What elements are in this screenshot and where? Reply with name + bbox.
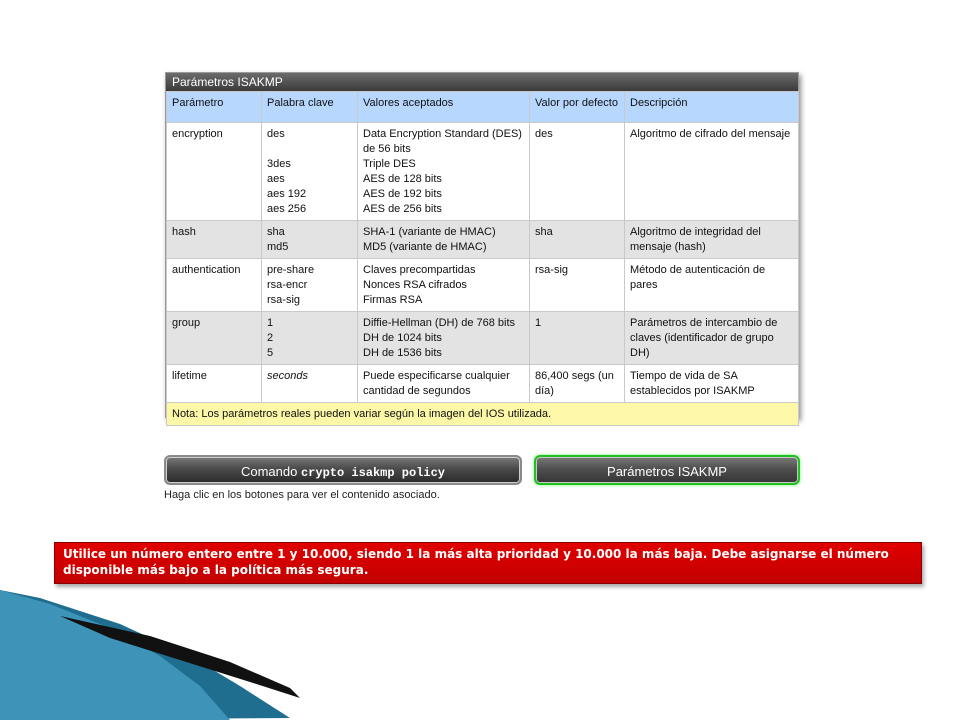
- cell-parameter: encryption: [167, 123, 262, 221]
- keyword: sha: [267, 226, 285, 238]
- keyword: 5: [267, 347, 274, 359]
- cell-parameter: group: [167, 312, 262, 365]
- column-header-parameter: Parámetro: [167, 92, 262, 123]
- table-note-row: [167, 403, 799, 426]
- keyword: [267, 142, 352, 157]
- cell-default-value: des: [530, 123, 625, 221]
- column-header-default-value: Valor por defecto: [530, 92, 625, 123]
- column-header-keyword: Palabra clave: [262, 92, 358, 123]
- cell-accepted-values: [358, 123, 530, 221]
- cell-default-value: 86,400 segs (un día): [530, 365, 625, 403]
- keyword: aes 256: [267, 203, 307, 215]
- keyword: 2: [267, 332, 274, 344]
- crypto-isakmp-policy-command-button[interactable]: [164, 455, 522, 485]
- accepted-value: Nonces RSA cifrados: [363, 279, 467, 291]
- cell-accepted-values: Puede especificarse cualquier cantidad de segundos: [358, 365, 530, 403]
- table-row-lifetime: [167, 365, 799, 403]
- keyword: md5: [267, 241, 289, 253]
- keyword: des: [267, 128, 285, 140]
- keyword: 3des: [267, 158, 291, 170]
- table-row-authentication: [167, 259, 799, 312]
- column-header-description: Descripción: [625, 92, 799, 123]
- cell-default-value: rsa-sig: [530, 259, 625, 312]
- table-row-hash: [167, 221, 799, 259]
- cell-keywords: [262, 221, 358, 259]
- accepted-value: AES de 256 bits: [363, 203, 442, 215]
- cell-description: Parámetros de intercambio de claves (identificador de grupo DH): [625, 312, 799, 365]
- cell-parameter: authentication: [167, 259, 262, 312]
- isakmp-parameters-panel: [165, 72, 799, 418]
- command-button-code: crypto isakmp policy: [300, 466, 445, 480]
- accepted-value: Data Encryption Standard (DES) de 56 bits: [363, 128, 522, 155]
- accepted-value: Claves precompartidas: [363, 264, 476, 276]
- cell-accepted-values: [358, 259, 530, 312]
- cell-default-value: sha: [530, 221, 625, 259]
- accepted-value: Triple DES: [363, 158, 416, 170]
- isakmp-parameters-button[interactable]: [534, 455, 800, 485]
- cell-keywords: [262, 123, 358, 221]
- cell-keywords: seconds: [262, 365, 358, 403]
- accepted-value: DH de 1536 bits: [363, 347, 442, 359]
- table-header-row: [167, 92, 799, 123]
- keyword: aes 192: [267, 188, 307, 200]
- accepted-value: AES de 128 bits: [363, 173, 442, 185]
- keyword: pre-share: [267, 264, 315, 276]
- command-button-label: Comando: [240, 464, 301, 479]
- table-row-encryption: [167, 123, 799, 221]
- cell-default-value: 1: [530, 312, 625, 365]
- accepted-value: DH de 1024 bits: [363, 332, 442, 344]
- accepted-value: AES de 192 bits: [363, 188, 442, 200]
- isakmp-parameters-table: [166, 91, 799, 426]
- cell-parameter: hash: [167, 221, 262, 259]
- cell-description: Algoritmo de integridad del mensaje (hash): [625, 221, 799, 259]
- table-note: Nota: Los parámetros reales pueden variar según la imagen del IOS utilizada.: [167, 403, 799, 426]
- keyword: rsa-encr: [267, 279, 308, 291]
- accepted-value: Firmas RSA: [363, 294, 423, 306]
- cell-keywords: [262, 312, 358, 365]
- keyword: 1: [267, 317, 274, 329]
- cell-description: Método de autenticación de pares: [625, 259, 799, 312]
- cell-description: Algoritmo de cifrado del mensaje: [625, 123, 799, 221]
- table-row-group: [167, 312, 799, 365]
- keyword: rsa-sig: [267, 294, 301, 306]
- decorative-swoosh: [0, 590, 960, 720]
- accepted-value: Diffie-Hellman (DH) de 768 bits: [363, 317, 516, 329]
- column-header-accepted-values: Valores aceptados: [358, 92, 530, 123]
- cell-accepted-values: [358, 221, 530, 259]
- params-button-label: Parámetros ISAKMP: [607, 464, 727, 479]
- click-hint-text: Haga clic en los botones para ver el contenido asociado.: [164, 489, 440, 501]
- keyword: aes: [267, 173, 285, 185]
- cell-description: Tiempo de vida de SA establecidos por ISAKMP: [625, 365, 799, 403]
- cell-keywords: [262, 259, 358, 312]
- cell-accepted-values: [358, 312, 530, 365]
- accepted-value: SHA-1 (variante de HMAC): [363, 226, 496, 238]
- panel-title: Parámetros ISAKMP: [166, 73, 798, 91]
- accepted-value: MD5 (variante de HMAC): [363, 241, 487, 253]
- policy-priority-callout: Utilice un número entero entre 1 y 10.000, siendo 1 la más alta prioridad y 10.000 la más baja. Debe asignarse el número disponible más bajo a la política más segura.: [54, 542, 922, 584]
- cell-parameter: lifetime: [167, 365, 262, 403]
